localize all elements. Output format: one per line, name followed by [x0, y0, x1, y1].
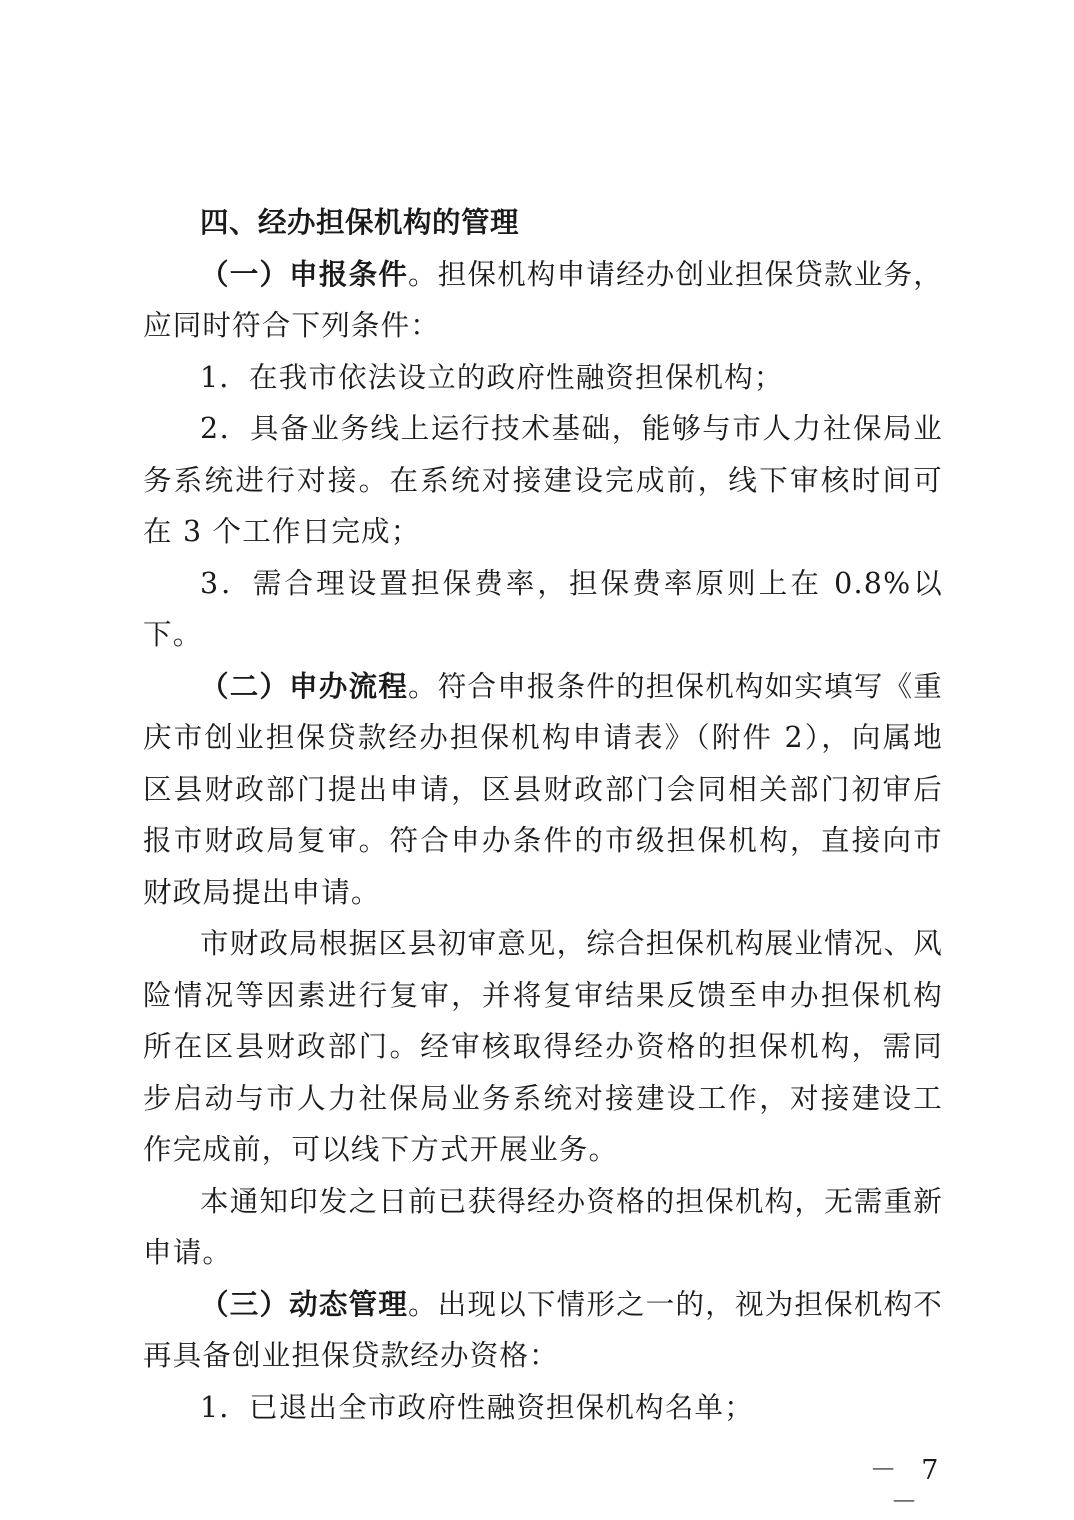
subsection-title-application-process: （二）申办流程 [200, 668, 409, 703]
paragraph-text: 。出现以下情形之一的，视为担保机构不再具备创业担保贷款经办资格： [143, 1287, 943, 1372]
subsection-title-dynamic-management: （三）动态管理 [200, 1286, 409, 1321]
paragraph-existing-qualification: 本通知印发之日前已获得经办资格的担保机构，无需重新申请。 [143, 1184, 943, 1269]
condition-item-2: 2．具备业务线上运行技术基础，能够与市人力社保局业务系统进行对接。在系统对接建设完成前，线下审核时间可在 3 个工作日完成； [143, 412, 943, 548]
paragraph-text: 。符合申报条件的担保机构如实填写《重庆市创业担保贷款经办担保机构申请表》（附件 2），向属地区县财政部门提出申请，区县财政部门会同相关部门初审后报市财政局复审。符合申办条件的市级担保机构，直接向市财政局提出申请。 [143, 669, 943, 909]
page-number: － 7 － [869, 1455, 947, 1518]
paragraph-review: 市财政局根据区县初审意见，综合担保机构展业情况、风险情况等因素进行复审，并将复审结果反馈至申办担保机构所在区县财政部门。经审核取得经办资格的担保机构，需同步启动与市人力社保局业务系统对接建设工作，对接建设工作完成前，可以线下方式开展业务。 [143, 927, 943, 1166]
paragraph-text: 。担保机构申请经办创业担保贷款业务，应同时符合下列条件： [143, 257, 943, 342]
subsection-title-application-conditions: （一）申报条件 [200, 256, 409, 291]
section-heading: 四、经办担保机构的管理 [200, 206, 520, 239]
disqualification-item-1: 1．已退出全市政府性融资担保机构名单； [200, 1390, 754, 1424]
paragraph-application-conditions [143, 249, 943, 352]
condition-item-3: 3．需合理设置担保费率，担保费率原则上在 0.8%以下。 [143, 566, 943, 651]
document-body [143, 197, 943, 1433]
paragraph-dynamic-management [143, 1279, 943, 1382]
condition-item-1: 1．在我市依法设立的政府性融资担保机构； [200, 360, 784, 394]
paragraph-application-process [143, 661, 943, 919]
